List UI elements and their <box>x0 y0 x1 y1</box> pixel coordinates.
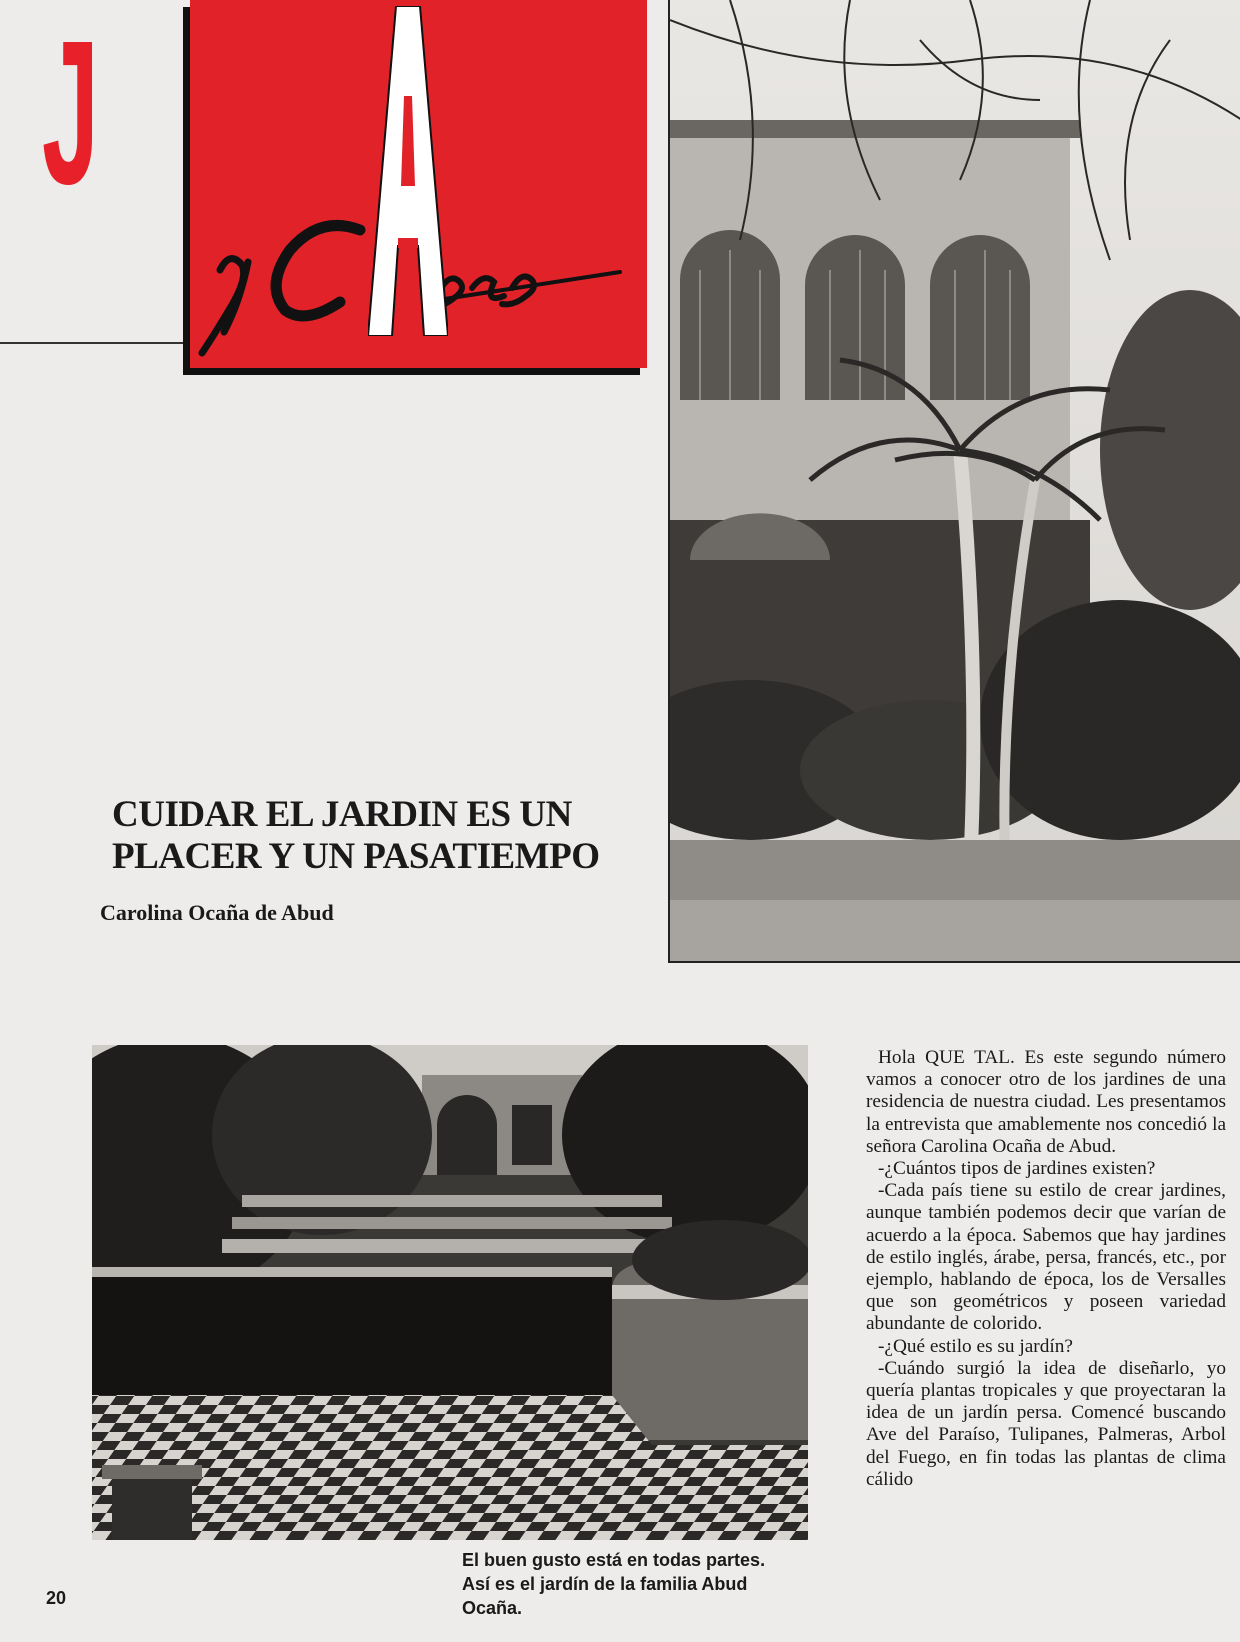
headline-line-1: CUIDAR EL JARDIN ES UN <box>112 794 572 835</box>
byline: Carolina Ocaña de Abud <box>100 900 334 925</box>
page-number: 20 <box>46 1588 67 1608</box>
logo-box <box>190 0 647 368</box>
article-paragraph: Hola QUE TAL. Es este segundo número vamos a conocer otro de los jardines de una residencia de nuestra ciudad. Les presentamos la entrevista que amablemente nos concedió la señora Carolina Ocaña de Abud. <box>866 1047 1226 1157</box>
photo-caption <box>462 1548 812 1620</box>
logo-letter-a <box>368 6 448 336</box>
article-paragraph: -¿Cuántos tipos de jardines existen? <box>878 1158 1156 1180</box>
garden-photo <box>92 1045 808 1540</box>
article-headline <box>112 794 652 878</box>
caption-line-2: Así es el jardín de la familia Abud <box>462 1574 748 1594</box>
article-paragraph: -Cada país tiene su estilo de crear jardines, aunque también podemos decir que varían de acuerdo a la época. Sabemos que hay jardines de estilo inglés, árabe, persa, francés, etc., por ejemplo, hablando de época, los de Versalles que son geométricos y poseen variedad abundante de colorido. <box>866 1180 1226 1335</box>
article-paragraph: -Cuándo surgió la idea de diseñarlo, yo quería plantas tropicales y que proyectaran la idea de un jardín persa. Comencé buscando Ave del Paraíso, Tulipanes, Palmeras, Arbol del Fuego, en fin todas las plantas de clima cálido <box>866 1357 1226 1490</box>
house-photo <box>668 0 1240 963</box>
masthead-letter-j: J <box>42 0 100 227</box>
headline-line-2: PLACER Y UN PASATIEMPO <box>112 836 600 877</box>
divider-rule <box>0 342 195 344</box>
article-body <box>866 1047 1226 1491</box>
caption-line-1: El buen gusto está en todas partes. <box>462 1550 766 1570</box>
caption-line-3: Ocaña. <box>462 1598 523 1618</box>
article-paragraph: -¿Qué estilo es su jardín? <box>878 1335 1073 1357</box>
